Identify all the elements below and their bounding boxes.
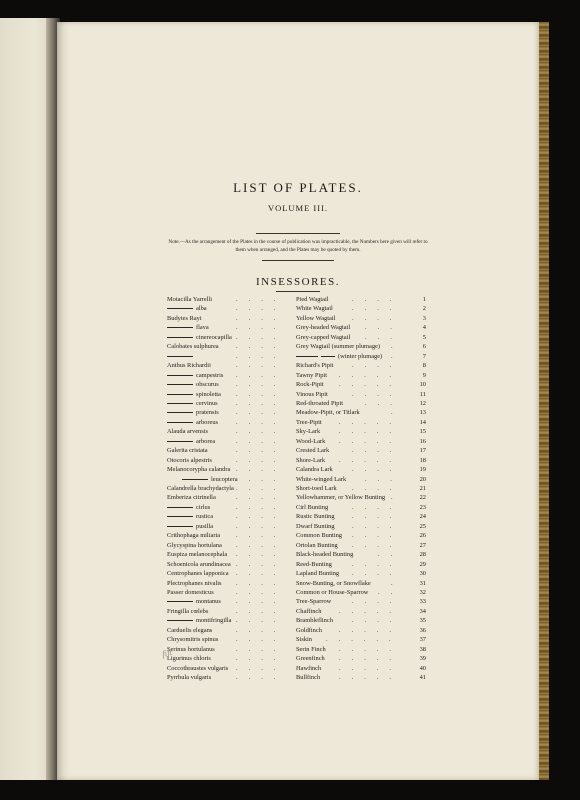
leader-dots: .... <box>236 399 287 407</box>
leader-dots: .... <box>236 664 287 672</box>
section-underline <box>276 291 320 292</box>
leader-dots: .... <box>352 485 403 492</box>
leader-dots: .... <box>236 570 287 578</box>
latin-name-text: Alauda arvensis <box>167 428 208 436</box>
ditto-dash <box>167 526 193 527</box>
latin-name-text: rustica <box>196 513 214 521</box>
leader-dots: .... <box>236 343 287 351</box>
ditto-dash <box>167 375 193 376</box>
page-title: LIST OF PLATES. <box>233 180 363 195</box>
plate-number: 17 <box>419 447 426 455</box>
latin-name-text: Carduelis elegans <box>167 626 213 634</box>
leader-dots: .... <box>236 428 287 436</box>
latin-name-text: montanus <box>196 598 221 606</box>
leader-dots: ..... <box>339 456 402 464</box>
ditto-dash <box>167 620 193 621</box>
common-name-text: Chaffinch <box>296 607 322 615</box>
plate-number: 16 <box>419 437 426 445</box>
latin-name-text: Centrophanes lapponica <box>167 570 229 578</box>
latin-name-text: obscurus <box>196 381 219 389</box>
plate-number: 21 <box>419 485 426 492</box>
plate-number: 4 <box>422 324 426 332</box>
common-name-text: (winter plumage) <box>338 352 383 360</box>
leader-dots: .... <box>352 532 403 540</box>
leader-dots: .... <box>236 466 287 474</box>
latin-name-text: cervinus <box>196 399 218 407</box>
leader-dots: .... <box>236 560 287 568</box>
leader-dots: .... <box>352 447 403 455</box>
latin-name-text: cirlus <box>196 503 211 511</box>
leader-dots: .... <box>236 674 287 681</box>
leader-dots: ..... <box>339 664 402 672</box>
common-name-text: Siskin <box>296 636 312 644</box>
common-name-text: Bullfinch <box>296 674 321 681</box>
leader-dots: .... <box>236 409 287 417</box>
leader-dots: ... <box>365 475 403 483</box>
ditto-dash <box>167 384 193 385</box>
leader-dots: .... <box>236 636 287 644</box>
leader-dots: .... <box>352 362 403 370</box>
common-name-text: Rock-Pipit <box>296 381 324 389</box>
common-name-text: Rustic Bunting <box>296 513 335 521</box>
latin-name-text: leucoptera <box>211 475 238 483</box>
plate-number: 39 <box>419 655 426 663</box>
plate-number: 3 <box>422 314 426 322</box>
leader-dots: .. <box>378 588 404 596</box>
plate-number: 15 <box>419 428 426 436</box>
leader-dots: .... <box>236 475 287 483</box>
common-name-text: Cirl Bunting <box>296 503 329 511</box>
leader-dots: .... <box>236 607 287 615</box>
plate-number: 41 <box>419 674 426 681</box>
latin-name-text: Chrysomitris spinus <box>167 636 219 644</box>
latin-name-text: Serinus hortulanus <box>167 645 215 653</box>
common-name-text: Dwarf Bunting <box>296 522 335 530</box>
ditto-dash <box>182 479 208 480</box>
volume-heading: VOLUME III. <box>267 203 329 213</box>
plate-number: 1 <box>422 296 426 303</box>
latin-name-text: Anthus Richardii <box>167 362 211 370</box>
plate-number: 13 <box>419 409 426 417</box>
plate-number: 32 <box>419 588 426 596</box>
leader-dots: .... <box>352 541 403 549</box>
leader-dots: .... <box>352 314 403 322</box>
common-name-text: Calandra Lark <box>296 466 333 474</box>
common-name-text: Grey-capped Wagtail <box>296 333 351 341</box>
leader-dots: ..... <box>339 655 402 663</box>
plate-number: 19 <box>419 466 426 474</box>
latin-name-text: Calobates sulphurea <box>167 343 219 351</box>
common-name-text: Goldfinch <box>296 626 322 634</box>
latin-name <box>167 673 211 683</box>
leader-dots: .... <box>236 371 287 379</box>
latin-name-text: cinereocapilla <box>196 333 232 341</box>
leader-dots: .... <box>236 532 287 540</box>
plate-number: 29 <box>419 560 426 568</box>
ditto-dash <box>167 403 193 404</box>
latin-name-text: Pyrrhula vulgaris <box>167 674 212 681</box>
ditto-dash <box>167 516 193 517</box>
common-name-text: Hawfinch <box>296 664 322 672</box>
plate-number: 37 <box>419 636 426 644</box>
common-name-text: Pied Wagtail <box>296 296 329 303</box>
plate-number: 2 <box>422 305 426 313</box>
common-name-text: Snow-Bunting, or Snowflake <box>296 579 371 587</box>
plate-number: 10 <box>419 381 426 389</box>
leader-dots: ..... <box>339 437 402 445</box>
leader-dots: . <box>391 579 404 587</box>
rule-above-note <box>256 233 340 234</box>
ditto-dash <box>167 441 193 442</box>
latin-name-text: Ligurinus chloris <box>167 655 211 663</box>
common-name-text: Yellow Wagtail <box>296 314 336 322</box>
latin-name-text: Melanocorypha calandra <box>167 466 231 474</box>
leader-dots: ..... <box>339 371 402 379</box>
leader-dots: ..... <box>339 428 402 436</box>
common-name-text: Yellowhammer, or Yellow Bunting <box>296 494 386 502</box>
plate-number: 28 <box>419 551 426 559</box>
rule-below-note <box>262 260 334 261</box>
ditto-dash <box>167 337 193 338</box>
ditto-dash <box>167 394 193 395</box>
ditto-dash <box>167 507 193 508</box>
leader-dots: .... <box>352 598 403 606</box>
common-name-text: Tawny Pipit <box>296 371 327 379</box>
latin-name-text: Coccothraustes vulgaris <box>167 664 229 672</box>
common-name-text: Meadow-Pipit, or Titlark <box>296 409 360 417</box>
plate-number: 14 <box>419 418 426 426</box>
leader-dots: .... <box>352 503 403 511</box>
leader-dots: .... <box>236 314 287 322</box>
leader-dots: .... <box>352 513 403 521</box>
latin-name-text: pratensis <box>196 409 219 417</box>
leader-dots: . <box>391 409 404 417</box>
common-name-text: Lapland Bunting <box>296 570 340 578</box>
leader-dots: ..... <box>339 418 402 426</box>
leader-dots: ... <box>365 399 403 407</box>
latin-name-text: arboreus <box>196 418 219 426</box>
latin-name-text: Passer domesticus <box>167 588 214 596</box>
leader-dots: .... <box>236 579 287 587</box>
plate-number: 36 <box>419 626 426 634</box>
plate-number: 20 <box>419 475 426 483</box>
plate-number: 9 <box>422 371 426 379</box>
leader-dots: .... <box>352 617 403 625</box>
common-name-text: Reed-Bunting <box>296 560 332 568</box>
leader-dots: .... <box>236 503 287 511</box>
latin-name-text: montifringilla <box>196 617 232 625</box>
latin-name-text: Fringilla cœlebs <box>167 607 209 615</box>
plate-number: 26 <box>419 532 426 540</box>
leader-dots: ..... <box>339 645 402 653</box>
common-name-text: Tree-Pipit <box>296 418 322 426</box>
latin-name-text: Galerita cristata <box>167 447 208 455</box>
ditto-dash <box>167 356 193 357</box>
common-name <box>296 673 320 683</box>
leader-dots: ... <box>365 333 403 341</box>
leader-dots: . <box>391 352 404 360</box>
leader-dots: .... <box>236 513 287 521</box>
leader-dots: .... <box>236 305 287 313</box>
plate-number: 24 <box>419 513 426 521</box>
plate-number: 38 <box>419 645 426 653</box>
leader-dots: .... <box>236 333 287 341</box>
leader-dots: ..... <box>339 607 402 615</box>
common-name-text: Brambleflinch <box>296 617 333 625</box>
ditto-dash <box>167 412 193 413</box>
common-name-text: Red-throated Pipit <box>296 399 344 407</box>
leader-dots: .... <box>236 296 287 303</box>
leader-dots: .... <box>236 324 287 332</box>
leader-dots: .... <box>236 598 287 606</box>
common-name-text: Richard's Pipit <box>296 362 334 370</box>
pencil-annotation: fift <box>161 647 173 659</box>
leader-dots: .... <box>352 522 403 530</box>
common-name-text: White Wagtail <box>296 305 333 313</box>
leader-dots: .... <box>236 418 287 426</box>
ditto-dash <box>167 601 193 602</box>
latin-name-text: spinoletta <box>196 390 221 398</box>
latin-name-text: Plectrophanes nivalis <box>167 579 222 587</box>
leader-dots: .... <box>352 560 403 568</box>
latin-name-text: alba <box>196 305 207 313</box>
leader-dots: . <box>391 494 404 502</box>
latin-name-text: Motacilla Yarrelli <box>167 296 213 303</box>
common-name-text: Vinous Pipit <box>296 390 328 398</box>
leader-dots: .... <box>236 352 287 360</box>
leader-dots: .... <box>236 447 287 455</box>
common-name-text: Common or House-Sparrow <box>296 588 369 596</box>
leader-dots: .... <box>236 645 287 653</box>
common-name-text: Grey-headed Wagtail <box>296 324 351 332</box>
latin-name-text: flava <box>196 324 209 332</box>
plate-number: 27 <box>419 541 426 549</box>
plate-number: 35 <box>419 617 426 625</box>
leader-dots: .... <box>236 381 287 389</box>
common-name-text: Greenfinch <box>296 655 325 663</box>
leader-dots: .... <box>236 626 287 634</box>
leader-dots: .... <box>352 305 403 313</box>
plate-row <box>0 673 580 683</box>
plate-number: 33 <box>419 598 426 606</box>
leader-dots: .. <box>378 551 404 559</box>
plate-number: 25 <box>419 522 426 530</box>
ditto-dash <box>321 356 335 357</box>
latin-name-text: Glycyspina hortulana <box>167 541 222 549</box>
latin-name-text: arborea <box>196 437 216 445</box>
leader-dots: .... <box>236 617 287 625</box>
latin-name-text: Budytes Rayi <box>167 314 202 322</box>
common-name-text: Ortolan Bunting <box>296 541 338 549</box>
ditto-dash <box>167 422 193 423</box>
leader-dots: .... <box>352 570 403 578</box>
leader-dots: ..... <box>339 626 402 634</box>
latin-name-text: pusilla <box>196 522 214 530</box>
plate-number: 31 <box>419 579 426 587</box>
latin-name-text: Crithophaga miliaria <box>167 532 221 540</box>
plate-number: 40 <box>419 664 426 672</box>
common-name-text: Short-toed Lark <box>296 485 337 492</box>
common-name-text: Serin Finch <box>296 645 326 653</box>
latin-name-text: Calandrella brachydactyla <box>167 485 234 492</box>
plate-number: 7 <box>422 352 426 360</box>
leader-dots: .... <box>352 466 403 474</box>
latin-name-text: campestris <box>196 371 224 379</box>
latin-name-text: Euspiza melanocephala <box>167 551 228 559</box>
latin-name-text: Schoenicola arundinacea <box>167 560 231 568</box>
plate-number: 34 <box>419 607 426 615</box>
leader-dots: .... <box>236 485 287 492</box>
leader-dots: ..... <box>339 674 402 681</box>
common-name-text: Grey Wagtail (summer plumage) <box>296 343 381 351</box>
common-name-text: Tree-Sparrow <box>296 598 332 606</box>
leader-dots: . <box>391 343 404 351</box>
common-name-text: White-winged Lark <box>296 475 347 483</box>
plate-number: 12 <box>419 399 426 407</box>
leader-dots: .... <box>352 390 403 398</box>
plate-number: 18 <box>419 456 426 464</box>
leader-dots: .... <box>236 655 287 663</box>
leader-dots: .... <box>236 588 287 596</box>
publication-note: Note.—As the arrangement of the Plates in the course of publication was impracticable, the Numbers here given will refer to them when arranged, and the Plates may be quoted by them. <box>168 239 428 253</box>
plate-number: 6 <box>422 343 426 351</box>
ditto-dash <box>296 356 318 357</box>
leader-dots: .... <box>236 551 287 559</box>
common-name-text: Shore-Lark <box>296 456 326 464</box>
leader-dots: .... <box>236 522 287 530</box>
latin-name-text: Emberiza citrinella <box>167 494 216 502</box>
ditto-dash <box>167 327 193 328</box>
common-name-text: Black-headed Bunting <box>296 551 354 559</box>
leader-dots: .... <box>236 494 287 502</box>
section-heading: INSESSORES. <box>255 276 341 288</box>
common-name-text: Common Bunting <box>296 532 342 540</box>
plate-number: 11 <box>419 390 426 398</box>
common-name-text: Wood-Lark <box>296 437 326 445</box>
common-name-text: Sky-Lark <box>296 428 321 436</box>
leader-dots: .... <box>236 362 287 370</box>
leader-dots: ...... <box>326 636 402 644</box>
leader-dots: ..... <box>339 381 402 389</box>
leader-dots: .... <box>236 437 287 445</box>
leader-dots: .... <box>352 296 403 303</box>
leader-dots: .... <box>236 456 287 464</box>
plate-number: 5 <box>422 333 426 341</box>
ditto-dash <box>167 308 193 309</box>
plate-number: 23 <box>419 503 426 511</box>
leader-dots: ... <box>365 324 403 332</box>
latin-name-text: Otocoris alpestris <box>167 456 212 464</box>
common-name-text: Crested Lark <box>296 447 330 455</box>
leader-dots: .... <box>236 390 287 398</box>
leader-dots: .... <box>236 541 287 549</box>
plate-number: 22 <box>419 494 426 502</box>
plate-number: 30 <box>419 570 426 578</box>
plate-number: 8 <box>422 362 426 370</box>
